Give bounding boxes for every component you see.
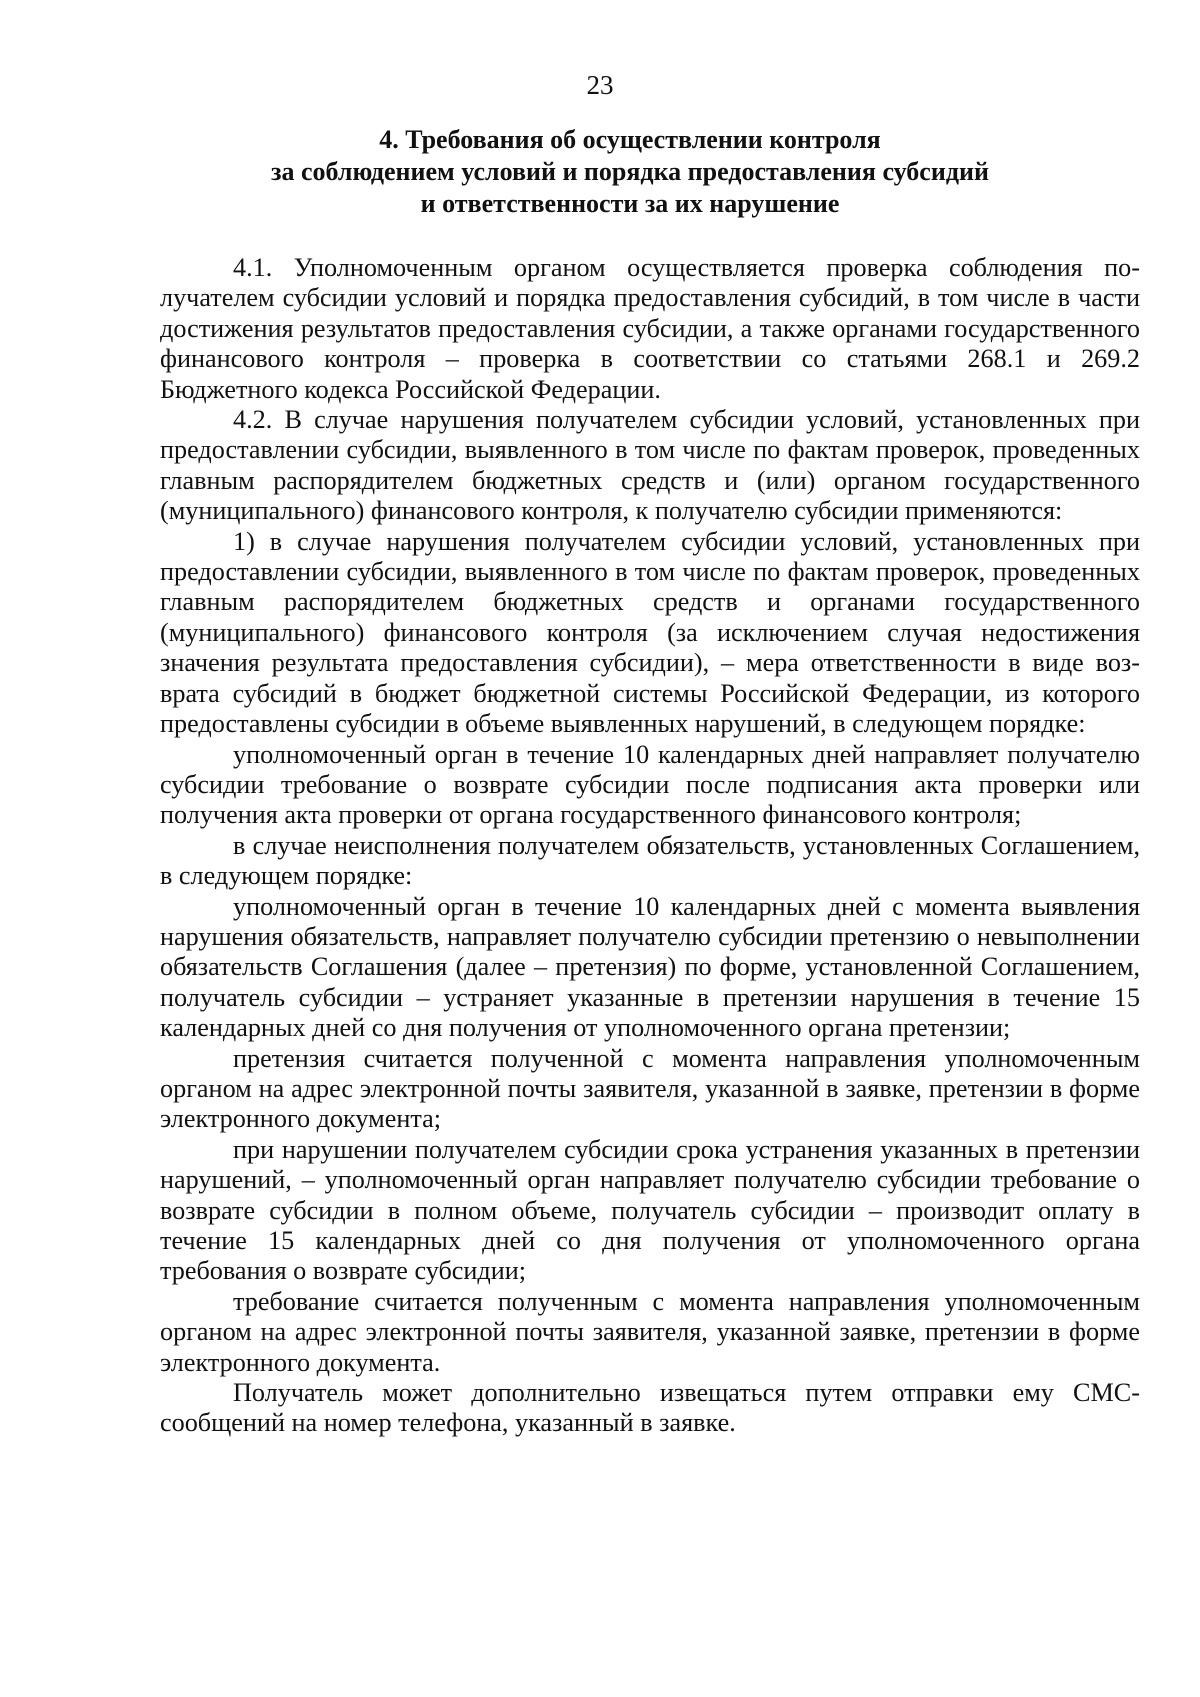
paragraph: уполномоченный орган в течение 10 календарных дней направляет получателю субсидии требование о возврате субсидии после подписания акта проверки или получения акта проверки от органа государственного финансового контроля; xyxy=(160,739,1140,830)
document-body xyxy=(160,253,1140,1439)
paragraph-4-1: 4.1. Уполномоченным органом осуществляется проверка соблюдения получателем субсидии условий и порядка предоставления субсидий, в том числе в части достижения результатов предоставления субсидии, а также органами государственного финансового контроля – проверка в соответствии со статьями 268.1 и 269.2 Бюджетного кодекса Российской Федерации. xyxy=(160,253,1140,404)
paragraph-item-1: 1) в случае нарушения получателем субсидии условий, установленных при предоставлении субсидии, выявленного в том числе по фактам проверок, проведенных главным распорядителем бюджетных средств и органами государственного (муниципального) финансового контроля (за исключением случая недостижения значения результата предоставления субсидии), – мера ответственности в виде возврата субсидий в бюджет бюджетной системы Российской Федерации, из которого предоставлены субсидии в объеме выявленных нарушений, в следующем порядке: xyxy=(160,526,1140,739)
paragraph: при нарушении получателем субсидии срока устранения указанных в претензии нарушений, – уполномоченный орган направляет получателю субсидии требование о возврате субсидии в полном объеме, получатель субсидии – производит оплату в течение 15 календарных дней со дня получения от уполномоченного органа требования о возврате субсидии; xyxy=(160,1134,1140,1286)
paragraph: претензия считается полученной с момента направления уполномоченным органом на адрес электронной почты заявителя, указанной в заявке, претензии в форме электронного документа; xyxy=(160,1043,1140,1134)
section-heading-line: 4. Требования об осуществлении контроля xyxy=(379,125,881,154)
paragraph: требование считается полученным с момента направления уполномоченным органом на адрес электронной почты заявителя, указанной заявке, претензии в форме электронного документа. xyxy=(160,1286,1140,1377)
section-heading-line: за соблюдением условий и порядка предоставления субсидий xyxy=(271,157,989,186)
page-number: 23 xyxy=(586,70,614,100)
paragraph-4-2: 4.2. В случае нарушения получателем субсидии условий, установленных при предоставлении субсидии, выявленного в том числе по фактам проверок, проведенных главным распорядителем бюджетных средств и (или) органом государственного (муниципального) финансового контроля, к получателю субсидии применяются: xyxy=(160,405,1140,526)
section-heading xyxy=(180,124,1080,220)
section-heading-line: и ответственности за их нарушение xyxy=(420,189,840,218)
paragraph: Получатель может дополнительно извещаться путем отправки ему СМС-сообщений на номер телефона, указанный в заявке. xyxy=(160,1378,1140,1438)
paragraph: в случае неисполнения получателем обязательств, установленных Соглашением, в следующем порядке: xyxy=(160,830,1140,891)
paragraph: уполномоченный орган в течение 10 календарных дней с момента выявления нарушения обязательств, направляет получателю субсидии претензию о невыполнении обязательств Соглашения (далее – претензия) по форме, установленной Соглашением, получатель субсидии – устраняет указанные в претензии нарушения в течение 15 календарных дней со дня получения от уполномоченного органа претензии; xyxy=(160,891,1140,1043)
